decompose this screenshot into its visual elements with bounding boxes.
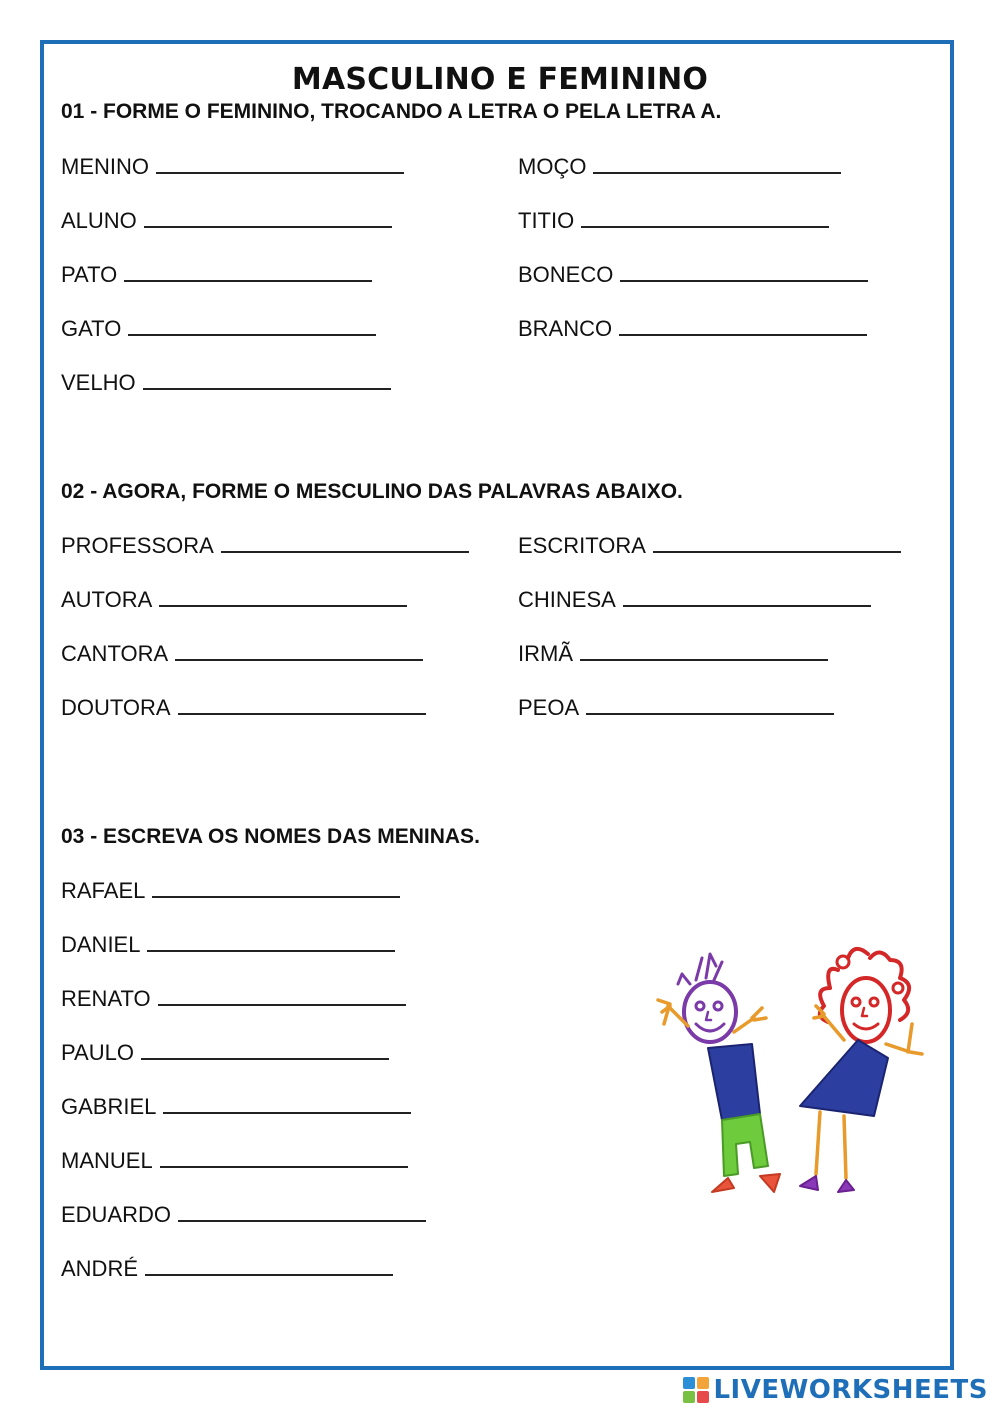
answer-item — [518, 316, 867, 342]
answer-item — [61, 986, 406, 1012]
answer-item — [518, 208, 829, 234]
word-label: MENINO — [61, 154, 149, 179]
word-label: ANDRÉ — [61, 1256, 139, 1281]
word-label: GATO — [61, 316, 122, 341]
answer-blank[interactable] — [221, 533, 469, 553]
answer-item — [61, 587, 407, 613]
answer-item — [61, 695, 426, 721]
word-label: BONECO — [518, 262, 614, 287]
answer-item — [61, 1148, 408, 1174]
word-label: MANUEL — [61, 1148, 153, 1173]
section-2-heading: 02 - AGORA, FORME O MESCULINO DAS PALAVRAS ABAIXO. — [61, 480, 683, 503]
word-label: RAFAEL — [61, 878, 146, 903]
answer-blank[interactable] — [620, 262, 868, 282]
answer-item — [61, 878, 400, 904]
answer-item — [518, 154, 841, 180]
answer-item — [518, 587, 871, 613]
answer-blank[interactable] — [163, 1094, 411, 1114]
answer-item — [61, 1256, 393, 1282]
word-label: CHINESA — [518, 587, 616, 612]
word-label: AUTORA — [61, 587, 153, 612]
word-label: GABRIEL — [61, 1094, 157, 1119]
answer-item — [61, 208, 392, 234]
answer-item — [61, 533, 469, 559]
answer-blank[interactable] — [580, 641, 828, 661]
page-title: MASCULINO E FEMININO — [291, 62, 709, 97]
answer-item — [61, 1040, 389, 1066]
word-label: ALUNO — [61, 208, 137, 233]
word-label: TITIO — [518, 208, 575, 233]
answer-item — [518, 533, 901, 559]
answer-blank[interactable] — [581, 208, 829, 228]
answer-blank[interactable] — [175, 641, 423, 661]
answer-blank[interactable] — [160, 1148, 408, 1168]
brand-name: LIVEWORKSHEETS — [713, 1375, 988, 1405]
word-label: EDUARDO — [61, 1202, 172, 1227]
answer-blank[interactable] — [156, 154, 404, 174]
answer-item — [61, 370, 391, 396]
answer-blank[interactable] — [128, 316, 376, 336]
answer-blank[interactable] — [178, 695, 426, 715]
word-label: PEOA — [518, 695, 580, 720]
answer-blank[interactable] — [143, 370, 391, 390]
answer-item — [61, 641, 423, 667]
liveworksheets-logo-icon — [683, 1377, 709, 1403]
answer-item — [61, 1202, 426, 1228]
answer-blank[interactable] — [653, 533, 901, 553]
answer-item — [61, 262, 372, 288]
word-label: PATO — [61, 262, 118, 287]
section-3-heading: 03 - ESCREVA OS NOMES DAS MENINAS. — [61, 825, 480, 848]
boy-figure — [658, 954, 780, 1192]
girl-figure — [800, 949, 922, 1192]
word-label: ESCRITORA — [518, 533, 646, 558]
section-1-heading: 01 - FORME O FEMININO, TROCANDO A LETRA O PELA LETRA A. — [61, 100, 722, 123]
answer-blank[interactable] — [159, 587, 407, 607]
answer-item — [61, 154, 404, 180]
word-label: IRMÃ — [518, 641, 573, 666]
answer-item — [61, 316, 376, 342]
answer-blank[interactable] — [158, 986, 406, 1006]
word-label: DOUTORA — [61, 695, 171, 720]
answer-blank[interactable] — [593, 154, 841, 174]
answer-item — [61, 1094, 411, 1120]
answer-blank[interactable] — [178, 1202, 426, 1222]
answer-blank[interactable] — [147, 932, 395, 952]
answer-blank[interactable] — [623, 587, 871, 607]
word-label: RENATO — [61, 986, 151, 1011]
answer-blank[interactable] — [124, 262, 372, 282]
answer-blank[interactable] — [144, 208, 392, 228]
word-label: PROFESSORA — [61, 533, 214, 558]
word-label: CANTORA — [61, 641, 169, 666]
answer-blank[interactable] — [152, 878, 400, 898]
answer-item — [518, 641, 828, 667]
answer-blank[interactable] — [619, 316, 867, 336]
word-label: MOÇO — [518, 154, 587, 179]
word-label: VELHO — [61, 370, 136, 395]
answer-blank[interactable] — [145, 1256, 393, 1276]
word-label: BRANCO — [518, 316, 613, 341]
answer-blank[interactable] — [141, 1040, 389, 1060]
answer-item — [518, 695, 834, 721]
liveworksheets-brand — [683, 1374, 988, 1406]
word-label: DANIEL — [61, 932, 141, 957]
answer-item — [61, 932, 395, 958]
answer-blank[interactable] — [586, 695, 834, 715]
answer-item — [518, 262, 868, 288]
children-drawing-illustration — [648, 940, 933, 1240]
word-label: PAULO — [61, 1040, 134, 1065]
